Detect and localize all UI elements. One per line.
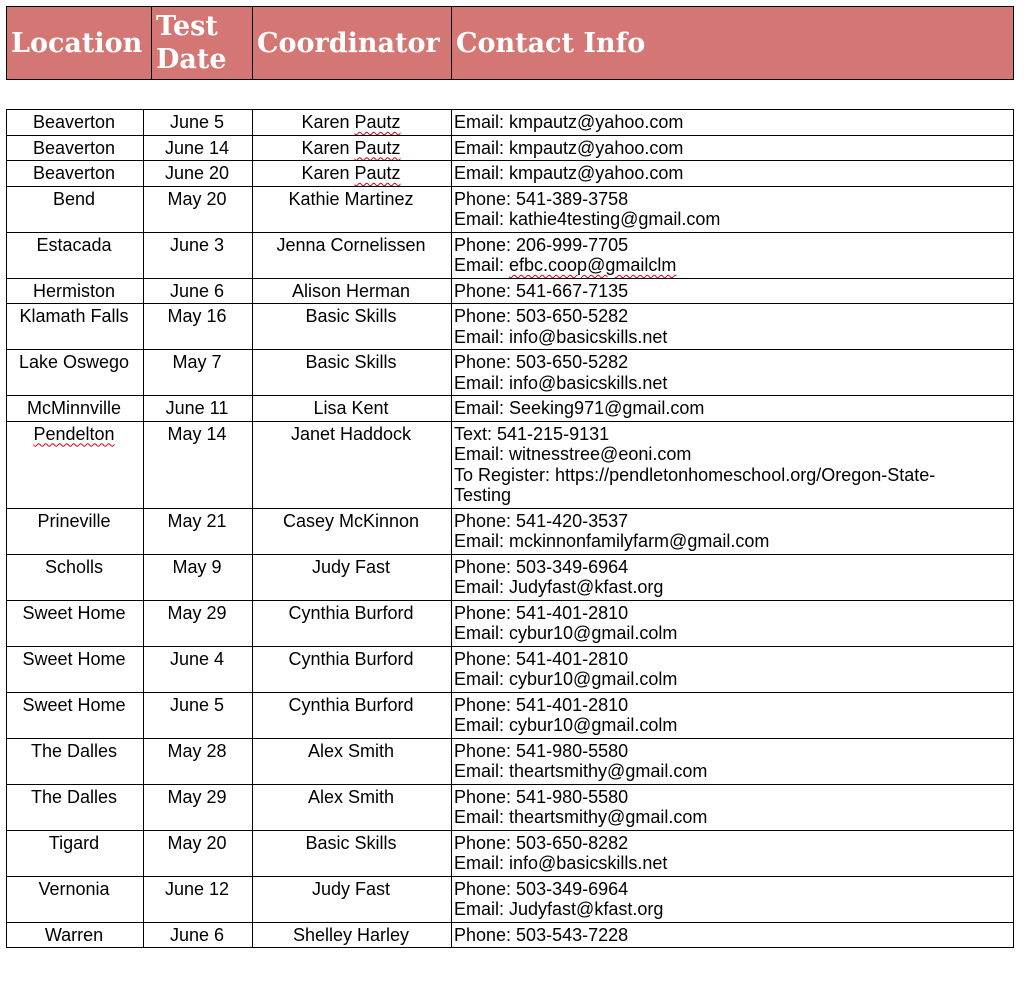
test-date-cell-text: May 14 <box>167 423 227 444</box>
test-date-cell <box>144 161 253 187</box>
test-date-cell-text: June 6 <box>169 924 225 945</box>
contact-info-cell <box>452 646 1014 692</box>
table-row <box>7 830 1014 876</box>
coordinator-cell <box>253 278 452 304</box>
location-cell-text: Pendelton <box>33 423 115 444</box>
contact-line: Phone: 503-650-5282 <box>454 352 629 372</box>
contact-info-cell <box>452 135 1014 161</box>
test-date-cell-text: June 3 <box>169 234 225 255</box>
location-cell-text: Klamath Falls <box>19 306 129 326</box>
location-cell-text: Sweet Home <box>22 602 126 623</box>
location-cell <box>7 692 144 738</box>
coordinator-cell-text: Karen Pautz <box>301 112 401 132</box>
coordinator-cell <box>253 646 452 692</box>
test-date-cell <box>144 278 253 304</box>
header-test-label: Test <box>156 11 218 42</box>
contact-line: Phone: 541-980-5580 <box>454 786 629 807</box>
location-cell <box>7 232 144 278</box>
coordinator-cell-text: Jenna Cornelissen <box>276 234 426 255</box>
coordinator-cell-text: Alison Herman <box>291 280 411 301</box>
location-cell <box>7 161 144 187</box>
contact-line: Text: 541-215-9131 <box>454 423 610 444</box>
table-row <box>7 421 1014 508</box>
test-date-cell-text: May 29 <box>167 602 227 623</box>
table-row <box>7 738 1014 784</box>
location-cell-text: Sweet Home <box>22 648 126 669</box>
table-row <box>7 396 1014 422</box>
coordinator-cell <box>253 396 452 422</box>
test-date-cell <box>144 508 253 554</box>
table-row <box>7 554 1014 600</box>
contact-line: To Register: https://pendletonhomeschool.org/Oregon-State- <box>454 464 936 485</box>
location-cell <box>7 396 144 422</box>
contact-line: Email: kmpautz@yahoo.com <box>454 137 684 158</box>
header-table <box>6 6 1014 80</box>
contact-line: Email: theartsmithy@gmail.com <box>454 761 708 781</box>
coordinator-cell-text: Shelley Harley <box>292 924 410 945</box>
coordinator-cell-text: Basic Skills <box>305 832 397 853</box>
coordinator-cell <box>253 135 452 161</box>
location-cell <box>7 508 144 554</box>
table-row <box>7 278 1014 304</box>
coordinator-cell-text: Judy Fast <box>311 878 391 899</box>
table-row <box>7 135 1014 161</box>
test-date-cell-text: June 14 <box>164 137 230 158</box>
contact-info-cell <box>452 784 1014 830</box>
location-cell-text: Bend <box>52 188 96 209</box>
location-cell-text: The Dalles <box>30 740 118 761</box>
test-date-cell-text: June 4 <box>169 648 225 669</box>
test-date-cell <box>144 350 253 396</box>
contact-info-cell <box>452 232 1014 278</box>
contact-line: Email: theartsmithy@gmail.com <box>454 807 708 827</box>
test-date-cell <box>144 692 253 738</box>
contact-line: Phone: 541-401-2810 <box>454 694 629 715</box>
contact-info-cell <box>452 600 1014 646</box>
coordinator-cell-text: Karen Pautz <box>301 137 401 158</box>
location-cell-text: Prineville <box>37 510 111 531</box>
contact-info-cell <box>452 186 1014 232</box>
contact-line: Email: kmpautz@yahoo.com <box>454 163 684 183</box>
contact-line: Phone: 503-650-5282 <box>454 306 629 326</box>
contact-line: Email: info@basicskills.net <box>454 372 668 393</box>
test-date-cell <box>144 186 253 232</box>
contact-line: Phone: 541-420-3537 <box>454 510 629 531</box>
contact-line: Email: efbc.coop@gmailclm <box>454 255 677 275</box>
contact-info-cell <box>452 396 1014 422</box>
coordinator-cell-text: Kathie Martinez <box>288 188 414 209</box>
contact-info-cell <box>452 421 1014 508</box>
test-date-cell-text: May 21 <box>167 510 227 531</box>
coordinator-cell <box>253 830 452 876</box>
location-cell-text: Hermiston <box>32 280 116 301</box>
contact-info-cell <box>452 922 1014 948</box>
contact-info-cell <box>452 830 1014 876</box>
location-cell <box>7 600 144 646</box>
coordinator-cell-text: Cynthia Burford <box>288 648 414 669</box>
coordinator-cell <box>253 600 452 646</box>
location-cell <box>7 421 144 508</box>
test-date-cell <box>144 876 253 922</box>
location-cell <box>7 186 144 232</box>
contact-line: Phone: 503-543-7228 <box>454 924 629 945</box>
location-cell <box>7 110 144 136</box>
test-date-cell <box>144 600 253 646</box>
test-date-cell <box>144 110 253 136</box>
test-date-cell-text: June 12 <box>164 878 230 899</box>
coordinator-cell <box>253 350 452 396</box>
test-date-cell <box>144 396 253 422</box>
location-cell <box>7 554 144 600</box>
coordinator-cell-text: Alex Smith <box>307 786 395 807</box>
table-row <box>7 600 1014 646</box>
test-date-cell <box>144 830 253 876</box>
header-row <box>7 7 1014 80</box>
coordinator-cell-text: Karen Pautz <box>301 163 401 183</box>
contact-line: Phone: 503-349-6964 <box>454 878 629 899</box>
test-date-cell <box>144 421 253 508</box>
coordinator-cell-text: Alex Smith <box>307 740 395 761</box>
contact-line: Phone: 503-349-6964 <box>454 556 629 577</box>
testing-schedule-table <box>6 109 1014 948</box>
contact-line: Email: Judyfast@kfast.org <box>454 577 664 597</box>
coordinator-cell <box>253 738 452 784</box>
header-location-label: Location <box>11 27 143 59</box>
contact-line: Email: cybur10@gmail.colm <box>454 623 678 643</box>
location-cell <box>7 646 144 692</box>
location-cell <box>7 135 144 161</box>
location-cell <box>7 350 144 396</box>
test-date-cell-text: May 28 <box>167 740 227 761</box>
test-date-cell-text: May 9 <box>172 556 222 577</box>
table-row <box>7 186 1014 232</box>
header-location <box>7 7 152 80</box>
contact-line: Email: kmpautz@yahoo.com <box>454 112 684 132</box>
test-date-cell-text: June 6 <box>169 280 225 301</box>
coordinator-cell <box>253 508 452 554</box>
table-row <box>7 161 1014 187</box>
test-date-cell-text: May 20 <box>167 832 227 853</box>
header-contact-info <box>452 7 1014 80</box>
header-contact-label: Contact Info <box>456 27 646 59</box>
table-row <box>7 232 1014 278</box>
contact-info-cell <box>452 161 1014 187</box>
contact-line: Email: Seeking971@gmail.com <box>454 398 705 418</box>
coordinator-cell-text: Casey McKinnon <box>282 510 420 531</box>
test-date-cell-text: May 7 <box>172 352 222 372</box>
contact-line: Phone: 541-401-2810 <box>454 648 629 669</box>
contact-info-cell <box>452 692 1014 738</box>
table-row <box>7 922 1014 948</box>
table-row <box>7 692 1014 738</box>
contact-line: Phone: 541-389-3758 <box>454 188 629 209</box>
contact-info-cell <box>452 350 1014 396</box>
coordinator-cell <box>253 922 452 948</box>
contact-line: Email: mckinnonfamilyfarm@gmail.com <box>454 531 770 551</box>
test-date-cell <box>144 232 253 278</box>
contact-line: Email: cybur10@gmail.colm <box>454 715 678 735</box>
contact-line: Email: Judyfast@kfast.org <box>454 899 664 919</box>
location-cell-text: Scholls <box>44 556 104 577</box>
location-cell <box>7 278 144 304</box>
test-date-cell-text: May 20 <box>167 188 227 209</box>
location-cell <box>7 304 144 350</box>
location-cell-text: Tigard <box>48 832 100 853</box>
test-date-cell <box>144 646 253 692</box>
location-cell-text: Warren <box>44 924 104 945</box>
table-body <box>7 110 1014 948</box>
coordinator-cell-text: Basic Skills <box>305 306 397 326</box>
location-cell-text: Estacada <box>36 234 112 255</box>
test-date-cell <box>144 135 253 161</box>
coordinator-cell <box>253 692 452 738</box>
table-row <box>7 876 1014 922</box>
header-coordinator-label: Coordinator <box>257 27 440 59</box>
contact-info-cell <box>452 278 1014 304</box>
location-cell <box>7 876 144 922</box>
coordinator-cell-text: Cynthia Burford <box>288 602 414 623</box>
table-row <box>7 508 1014 554</box>
coordinator-cell <box>253 161 452 187</box>
coordinator-cell <box>253 554 452 600</box>
contact-info-cell <box>452 110 1014 136</box>
location-cell-text: Lake Oswego <box>18 352 130 372</box>
contact-info-cell <box>452 738 1014 784</box>
coordinator-cell <box>253 304 452 350</box>
header-test-date <box>152 7 253 80</box>
header-date-label: Date <box>156 44 227 75</box>
location-cell-text: Sweet Home <box>22 694 126 715</box>
contact-line: Email: kathie4testing@gmail.com <box>454 209 721 229</box>
test-date-cell-text: May 16 <box>167 306 227 326</box>
coordinator-cell-text: Basic Skills <box>305 352 397 372</box>
coordinator-cell <box>253 110 452 136</box>
test-date-cell-text: June 5 <box>169 694 225 715</box>
contact-info-cell <box>452 876 1014 922</box>
coordinator-cell-text: Janet Haddock <box>290 423 412 444</box>
coordinator-cell <box>253 421 452 508</box>
contact-info-cell <box>452 554 1014 600</box>
coordinator-cell <box>253 232 452 278</box>
contact-line: Email: witnesstree@eoni.com <box>454 444 692 464</box>
coordinator-cell-text: Judy Fast <box>311 556 391 577</box>
test-date-cell-text: May 29 <box>167 786 227 807</box>
coordinator-cell <box>253 876 452 922</box>
contact-line: Testing <box>454 485 512 505</box>
contact-line: Phone: 206-999-7705 <box>454 234 629 255</box>
location-cell <box>7 830 144 876</box>
contact-info-cell <box>452 304 1014 350</box>
contact-line: Email: cybur10@gmail.colm <box>454 669 678 689</box>
location-cell <box>7 922 144 948</box>
test-date-cell <box>144 738 253 784</box>
test-date-cell <box>144 304 253 350</box>
contact-line: Phone: 541-401-2810 <box>454 602 629 623</box>
location-cell-text: Vernonia <box>38 878 110 899</box>
test-date-cell <box>144 554 253 600</box>
contact-line: Phone: 541-667-7135 <box>454 280 629 301</box>
table-row <box>7 784 1014 830</box>
table-row <box>7 350 1014 396</box>
header-coordinator <box>253 7 452 80</box>
location-cell-text: The Dalles <box>30 786 118 807</box>
coordinator-cell-text: Lisa Kent <box>313 398 389 418</box>
contact-line: Phone: 541-980-5580 <box>454 740 629 761</box>
location-cell-text: Beaverton <box>32 137 116 158</box>
test-date-cell <box>144 922 253 948</box>
test-date-cell <box>144 784 253 830</box>
contact-line: Email: info@basicskills.net <box>454 326 668 347</box>
test-date-cell-text: June 5 <box>169 112 225 132</box>
location-cell-text: Beaverton <box>32 163 116 183</box>
coordinator-cell <box>253 186 452 232</box>
contact-info-cell <box>452 508 1014 554</box>
table-row <box>7 646 1014 692</box>
coordinator-cell <box>253 784 452 830</box>
contact-line: Email: info@basicskills.net <box>454 853 668 873</box>
location-cell <box>7 738 144 784</box>
location-cell-text: McMinnville <box>26 398 122 418</box>
test-date-cell-text: June 11 <box>165 398 229 418</box>
contact-line: Phone: 503-650-8282 <box>454 832 629 853</box>
table-row <box>7 304 1014 350</box>
coordinator-cell-text: Cynthia Burford <box>288 694 414 715</box>
test-date-cell-text: June 20 <box>164 163 230 183</box>
location-cell <box>7 784 144 830</box>
table-row <box>7 110 1014 136</box>
location-cell-text: Beaverton <box>32 112 116 132</box>
